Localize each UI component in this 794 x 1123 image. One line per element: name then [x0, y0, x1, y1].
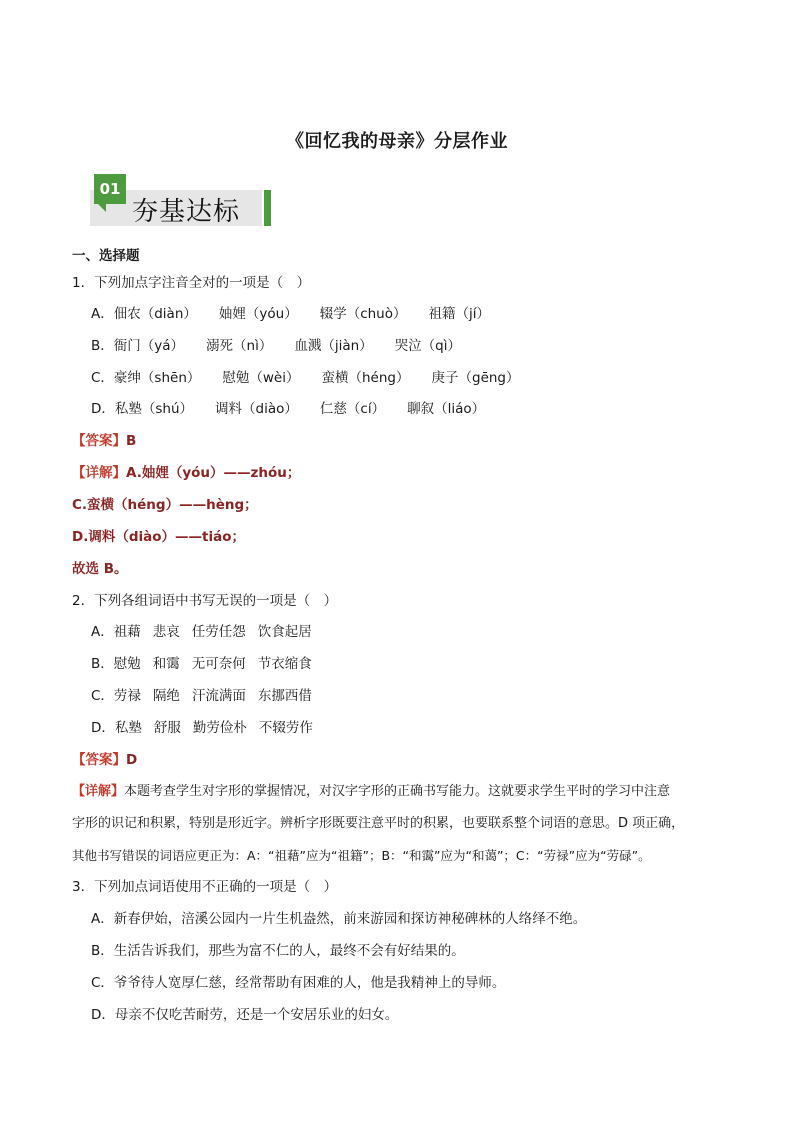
- badge-tail: [98, 204, 106, 212]
- q3-option-a: A．新春伊始，涪溪公园内一片生机盎然，前来游园和探访神秘碑林的人络绎不绝。: [91, 911, 587, 927]
- q3-stem: 3．下列加点词语使用不正确的一项是（ ）: [72, 879, 338, 895]
- section-banner: [84, 172, 274, 228]
- q3-option-d: D．母亲不仅吃苦耐劳，还是一个安居乐业的妇女。: [91, 1007, 399, 1023]
- q1-detail-line-4: 故选 B。: [72, 561, 128, 577]
- q2-answer: 【答案】D: [72, 752, 138, 768]
- q2-option-a: A．祖藉 悲哀 任劳任怨 饮食起居: [91, 624, 312, 640]
- q1-detail-line-1: 【详解】A.妯娌（yóu）——zhóu；: [72, 465, 301, 481]
- q3-option-c: C．爷爷待人宽厚仁慈，经常帮助有困难的人，他是我精神上的导师。: [91, 975, 506, 991]
- section-number-badge: 01: [94, 174, 126, 204]
- q1-stem: 1．下列加点字注音全对的一项是（ ）: [72, 275, 311, 291]
- q1-option-c: C．豪绅（shēn） 慰勉（wèi） 蛮横（héng） 庚子（gēng）: [91, 370, 520, 386]
- q1-option-b: B．衙门（yá） 溺死（nì） 血溅（jiàn） 哭泣（qì）: [91, 338, 462, 354]
- page-title: 《回忆我的母亲》分层作业: [286, 131, 508, 152]
- q2-option-b: B．慰勉 和霭 无可奈何 节衣缩食: [91, 656, 312, 672]
- q1-option-a: A．佃农（diàn） 妯娌（yóu） 辍学（chuò） 祖籍（jí）: [91, 306, 491, 322]
- q1-answer: 【答案】B: [72, 433, 137, 449]
- banner-accent-bar: [264, 190, 271, 226]
- q3-option-b: B．生活告诉我们，那些为富不仁的人，最终不会有好结果的。: [91, 943, 465, 959]
- part-heading: 一、选择题: [72, 248, 140, 264]
- q1-option-d: D．私塾（shú） 调料（diào） 仁慈（cí） 聊叙（liáo）: [91, 401, 486, 417]
- q2-stem: 2．下列各组词语中书写无误的一项是（ ）: [72, 593, 338, 609]
- q2-detail-line-2: 字形的识记和积累，特别是形近字。辨析字形既要注意平时的积累，也要联系整个词语的意思。D 项正确，: [72, 816, 685, 831]
- q2-detail-line-3: 其他书写错误的词语应更正为：A：“祖藉”应为“祖籍”；B：“和霭”应为“和蔼”；C：“劳禄”应为“劳碌”。: [72, 848, 651, 863]
- q1-detail-line-2: C.蛮横（héng）——hèng；: [72, 497, 258, 513]
- q2-option-c: C．劳禄 隔绝 汗流满面 东挪西借: [91, 688, 312, 704]
- section-label: 夯基达标: [132, 197, 241, 227]
- q1-detail-line-3: D.调料（diào）——tiáo；: [72, 529, 245, 545]
- q2-option-d: D．私塾 舒服 勤劳俭朴 不辍劳作: [91, 720, 313, 736]
- q2-detail-line-1: 【详解】本题考查学生对字形的掌握情况，对汉字字形的正确书写能力。这就要求学生平时的学习中注意: [72, 784, 671, 799]
